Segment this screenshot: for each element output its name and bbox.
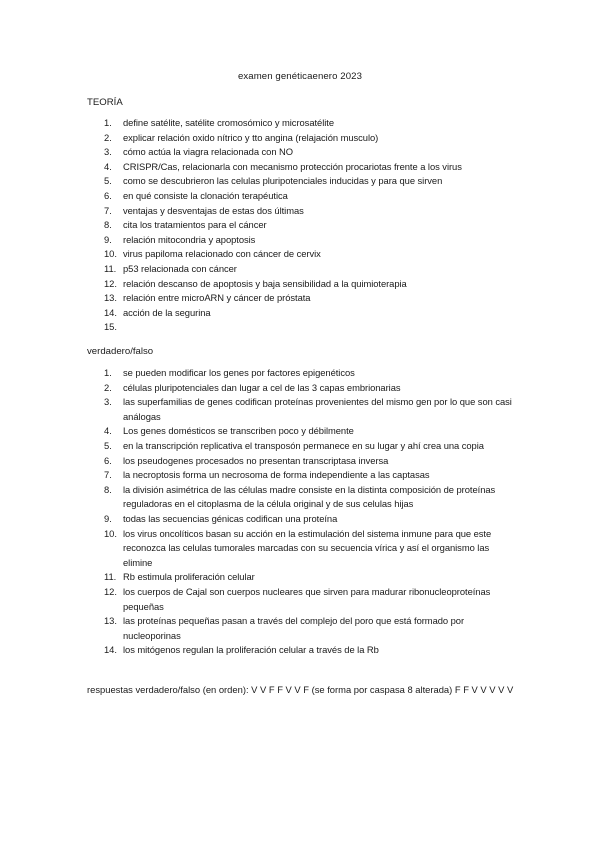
teoria-item-number: 5. (104, 175, 112, 187)
vf-item-text: los cuerpos de Cajal son cuerpos nucleares que sirven para madurar ribonucleoproteínas pequeñas (123, 585, 491, 612)
teoria-item-text: relación descanso de apoptosis y baja sensibilidad a la quimioterapia (123, 277, 407, 289)
teoria-item-number: 2. (104, 131, 112, 143)
teoria-item (87, 306, 517, 321)
answers-text: respuestas verdadero/falso (en orden): V V F F V V F (se forma por caspasa 8 alterada) F F V V V V V (87, 684, 514, 695)
teoria-item-text: ventajas y desventajas de estas dos últimas (123, 204, 304, 216)
teoria-item-text: como se descubrieron las celulas pluripotenciales inducidas y para que sirven (123, 175, 443, 187)
vf-item (87, 454, 517, 469)
teoria-item (87, 233, 517, 248)
vf-item (87, 366, 517, 381)
teoria-item-number: 14. (104, 306, 117, 318)
vf-item-text: los pseudogenes procesados no presentan transcriptasa inversa (123, 454, 389, 466)
teoria-item-text: define satélite, satélite cromosómico y microsatélite (123, 117, 334, 128)
vf-item (87, 395, 517, 424)
teoria-item-number: 4. (104, 160, 112, 172)
vf-item (87, 585, 517, 614)
teoria-item (87, 291, 517, 306)
teoria-item-number: 3. (104, 146, 112, 158)
teoria-item-text: explicar relación oxido nítrico y tto angina (relajación musculo) (123, 131, 379, 143)
vf-item-text: todas las secuencias génicas codifican una proteína (123, 512, 338, 524)
teoria-item-text: CRISPR/Cas, relacionarla con mecanismo protección procariotas frente a los virus (123, 160, 462, 172)
teoria-item (87, 116, 517, 131)
vf-item-number: 11. (104, 571, 117, 583)
vf-item-number: 13. (104, 615, 117, 627)
teoria-list (87, 116, 517, 333)
vf-item-number: 6. (104, 454, 112, 466)
vf-heading: verdadero/falso (87, 346, 154, 357)
vf-item-number: 10. (104, 527, 117, 539)
vf-item-text: células pluripotenciales dan lugar a cel de las 3 capas embrionarias (123, 381, 401, 393)
vf-item (87, 527, 517, 571)
teoria-item-number: 1. (104, 117, 112, 128)
teoria-item (87, 218, 517, 233)
vf-item (87, 468, 517, 483)
vf-item (87, 643, 517, 658)
vf-item (87, 424, 517, 439)
vf-item-text: los virus oncolíticos basan su acción en la estimulación del sistema inmune para que este reconozca las celulas tumorales marcadas con su secuencia vírica y así el organismo las elimine (123, 527, 492, 568)
teoria-item (87, 189, 517, 204)
teoria-item (87, 160, 517, 175)
teoria-item (87, 131, 517, 146)
teoria-item (87, 247, 517, 262)
teoria-item-number: 8. (104, 219, 112, 231)
vf-item-text: las proteínas pequeñas pasan a través del complejo del poro que está formado por nucleoporinas (123, 615, 465, 641)
teoria-item (87, 174, 517, 189)
teoria-item-text: relación entre microARN y cáncer de próstata (123, 292, 311, 304)
teoria-item-text: cómo actúa la viagra relacionada con NO (123, 146, 294, 158)
teoria-item-number: 10. (104, 248, 117, 260)
vf-item (87, 381, 517, 396)
teoria-item-text: relación mitocondria y apoptosis (123, 233, 256, 245)
vf-list (87, 366, 517, 658)
vf-item-text: Rb estimula proliferación celular (123, 571, 255, 583)
vf-item (87, 512, 517, 527)
teoria-item-number: 9. (104, 233, 112, 245)
teoria-item-number: 6. (104, 189, 112, 201)
vf-item-number: 8. (104, 483, 112, 495)
teoria-item-number: 7. (104, 204, 112, 216)
teoria-item-number: 11. (104, 262, 117, 274)
teoria-item-text: en qué consiste la clonación terapéutica (123, 189, 288, 201)
vf-item-number: 14. (104, 644, 117, 656)
teoria-item-text: acción de la segurina (123, 306, 211, 318)
vf-item-number: 2. (104, 381, 112, 393)
teoria-heading: TEORÍA (87, 97, 123, 108)
vf-item (87, 483, 517, 512)
teoria-item-text: p53 relacionada con cáncer (123, 262, 237, 274)
vf-item-text: las superfamilias de genes codifican proteínas provenientes del mismo gen por lo que son casi análogas (123, 396, 512, 422)
teoria-item-number: 12. (104, 277, 117, 289)
vf-item-number: 3. (104, 396, 112, 408)
vf-item-number: 1. (104, 367, 112, 378)
vf-item (87, 439, 517, 454)
vf-item-number: 4. (104, 425, 112, 437)
teoria-item-number: 15. (104, 321, 117, 333)
teoria-item-number: 13. (104, 292, 117, 304)
vf-item-text: los mitógenos regulan la proliferación celular a través de la Rb (123, 644, 379, 656)
vf-item (87, 570, 517, 585)
vf-item-text: se pueden modificar los genes por factores epigenéticos (123, 367, 355, 378)
vf-item-number: 5. (104, 439, 112, 451)
vf-item-number: 7. (104, 469, 112, 481)
vf-item-text: en la transcripción replicativa el transposón permanece en su lugar y ahí crea una copia (123, 439, 484, 451)
teoria-item (87, 204, 517, 219)
teoria-item-text: cita los tratamientos para el cáncer (123, 219, 267, 231)
teoria-item (87, 277, 517, 292)
teoria-item-text: virus papiloma relacionado con cáncer de cervix (123, 248, 321, 260)
document-title: examen genéticaenero 2023 (237, 71, 363, 82)
vf-item-text: la división asimétrica de las células madre consiste en la distinta composición de proteínas reguladoras en el citoplasma de la célula original y de sus celulas hijas (123, 483, 496, 510)
vf-item (87, 614, 517, 643)
teoria-item (87, 262, 517, 277)
vf-item-text: Los genes domésticos se transcriben poco y débilmente (123, 425, 354, 437)
vf-item-text: la necroptosis forma un necrosoma de forma independiente a las captasas (123, 469, 430, 481)
teoria-item (87, 145, 517, 160)
vf-item-number: 12. (104, 585, 117, 597)
vf-item-number: 9. (104, 512, 112, 524)
